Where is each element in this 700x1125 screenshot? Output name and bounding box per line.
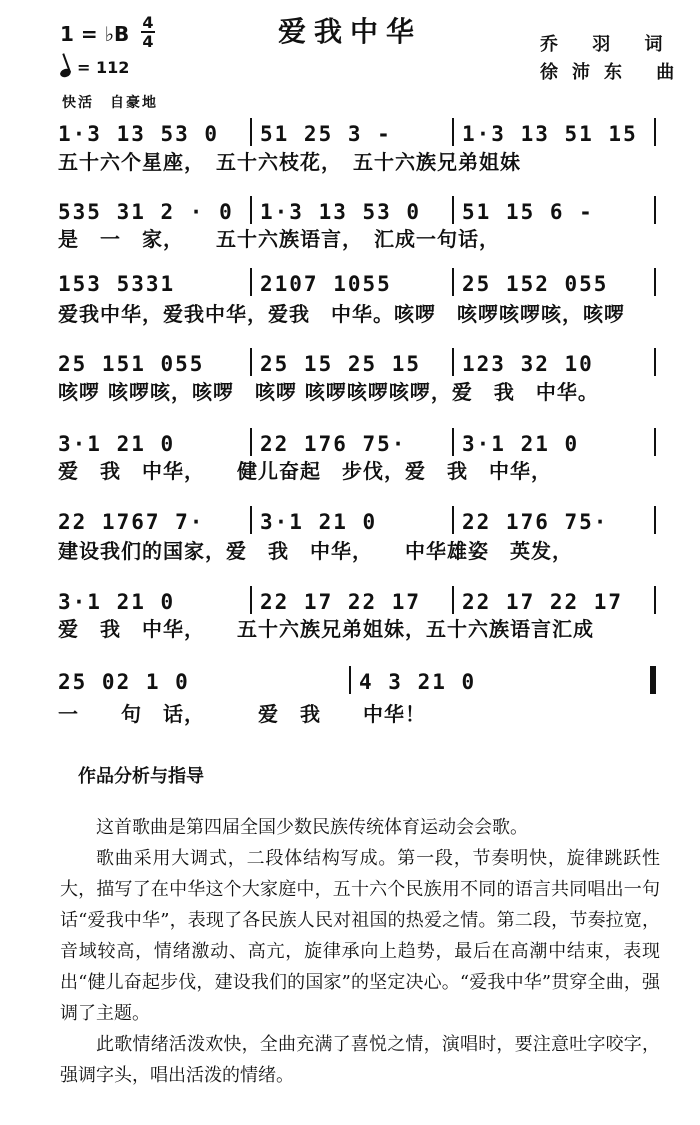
lyric-line: 建设我们的国家，爱 我 中华， 中华雄姿 英发，: [58, 539, 573, 563]
bar-line: [250, 348, 252, 376]
bar-line: [654, 268, 656, 296]
lyric-line: 五十六个星座， 五十六枝花， 五十六族兄弟姐妹: [58, 150, 521, 174]
lyric-line: 爱我中华，爱我中华，爱我 中华。咳啰 咳啰咳啰咳，咳啰: [58, 302, 625, 326]
bar-line: [452, 268, 454, 296]
melody-measure: 22 17 22 17: [462, 590, 624, 614]
melody-measure: 22 176 75·: [260, 432, 407, 456]
key-signature: 1 = ♭B: [60, 22, 130, 46]
analysis-paragraph: 歌曲采用大调式，二段体结构写成。第一段，节奏明快，旋律跳跃性大，描写了在中华这个大家庭中，五十六个民族用不同的语言共同唱出一句话“爱我中华”，表现了各民族人民对祖国的热爱之情。第二段，节奏拉宽，音域较高，情绪激动、高亢，旋律承向上趋势，最后在高潮中结束，表现出“健儿奋起步伐，建设我们的国家”的坚定决心。“爱我中华”贯穿全曲，强调了主题。: [60, 848, 660, 1024]
bar-line: [452, 118, 454, 146]
tempo-value: = 112: [77, 58, 130, 77]
melody-measure: 1·3 13 53 0: [58, 122, 220, 146]
analysis-paragraph: 这首歌曲是第四届全国少数民族传统体育运动会会歌。: [96, 817, 528, 838]
bar-line: [349, 666, 351, 694]
melody-measure: 22 1767 7·: [58, 510, 205, 534]
melody-measure: 22 17 22 17: [260, 590, 422, 614]
melody-measure: 1·3 13 51 15: [462, 122, 638, 146]
bar-line: [250, 268, 252, 296]
melody-line: [58, 422, 664, 456]
bar-line: [654, 196, 656, 224]
melody-measure: 3·1 21 0: [462, 432, 580, 456]
bar-line: [654, 428, 656, 456]
melody-measure: 123 32 10: [462, 352, 594, 376]
melody-measure: 1·3 13 53 0: [260, 200, 422, 224]
melody-measure: 22 176 75·: [462, 510, 609, 534]
bar-line: [250, 196, 252, 224]
bar-line: [452, 428, 454, 456]
lyric-line: 爱 我 中华， 健儿奋起 步伐，爱 我 中华，: [58, 459, 552, 483]
bar-line: [250, 118, 252, 146]
bar-line: [650, 666, 656, 694]
melody-measure: 535 31 2 · 0: [58, 200, 234, 224]
lyric-line: 咳啰 咳啰咳，咳啰 咳啰 咳啰咳啰咳啰，爱 我 中华。: [58, 380, 599, 404]
song-title: 爱我中华: [277, 15, 422, 48]
quarter-note-icon: [59, 67, 72, 78]
analysis-paragraph: 此歌情绪活泼欢快，全曲充满了喜悦之情，演唱时，要注意吐字咬字，强调字头，唱出活泼的情绪。: [60, 1034, 660, 1086]
bar-line: [654, 506, 656, 534]
melody-measure: 4 3 21 0: [359, 670, 477, 694]
time-signature-bottom: 4: [142, 32, 154, 51]
bar-line: [250, 428, 252, 456]
melody-measure: 3·1 21 0: [260, 510, 378, 534]
melody-measure: 153 5331: [58, 272, 176, 296]
composer-credit: 徐沛东 曲: [540, 62, 689, 83]
analysis-heading: 作品分析与指导: [78, 766, 204, 787]
melody-measure: 25 02 1 0: [58, 670, 190, 694]
expression-marking: 快活 自豪地: [62, 95, 158, 111]
bar-line: [452, 348, 454, 376]
melody-line: [58, 262, 664, 296]
melody-measure: 2107 1055: [260, 272, 392, 296]
melody-measure: 3·1 21 0: [58, 590, 176, 614]
melody-measure: 25 152 055: [462, 272, 609, 296]
analysis-body: [60, 812, 660, 1091]
melody-measure: 25 151 055: [58, 352, 205, 376]
melody-measure: 3·1 21 0: [58, 432, 176, 456]
lyric-line: 是 一 家， 五十六族语言， 汇成一句话，: [58, 227, 500, 251]
melody-line: [58, 580, 664, 614]
melody-line: [58, 342, 664, 376]
melody-line: [58, 112, 664, 146]
bar-line: [452, 586, 454, 614]
bar-line: [250, 506, 252, 534]
bar-line: [452, 196, 454, 224]
time-signature-top: 4: [142, 13, 154, 32]
lyricist-credit: 乔 羽 词: [540, 34, 677, 55]
bar-line: [250, 586, 252, 614]
bar-line: [452, 506, 454, 534]
bar-line: [654, 348, 656, 376]
melody-line: [58, 500, 664, 534]
melody-line: [58, 660, 664, 694]
melody-measure: 51 15 6 -: [462, 200, 594, 224]
melody-measure: 51 25 3 -: [260, 122, 392, 146]
lyric-line: 一 句 话， 爱 我 中华！: [58, 702, 426, 726]
bar-line: [654, 118, 656, 146]
melody-line: [58, 190, 664, 224]
melody-measure: 25 15 25 15: [260, 352, 422, 376]
tempo-marking: [60, 58, 129, 77]
bar-line: [654, 586, 656, 614]
lyric-line: 爱 我 中华， 五十六族兄弟姐妹，五十六族语言汇成: [58, 617, 594, 641]
